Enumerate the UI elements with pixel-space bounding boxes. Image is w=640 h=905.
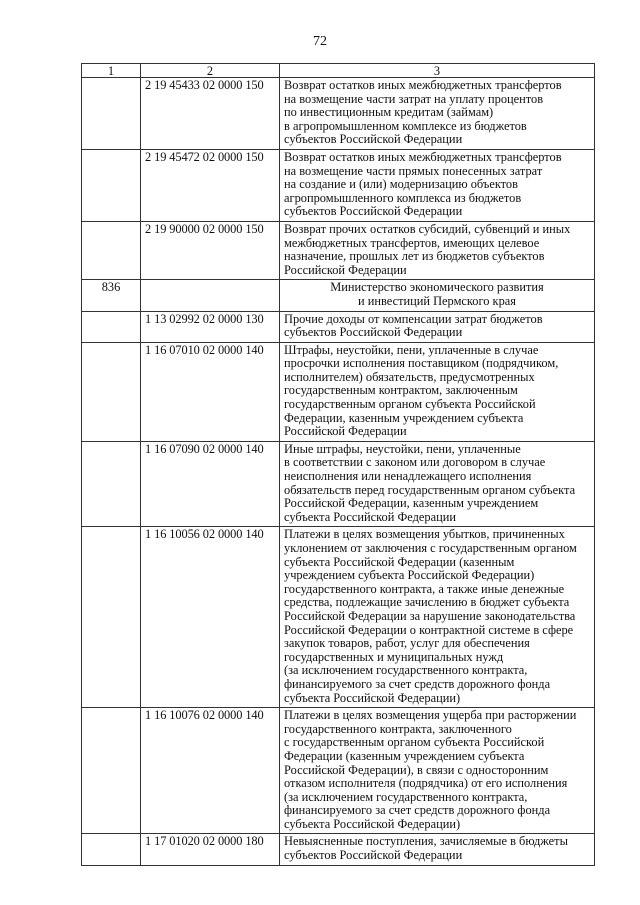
description-line: государственного контракта, заключенного [284,721,512,736]
org-code-cell [82,311,141,342]
description-line: субъектов Российской Федерации [284,132,463,147]
description-line: агропромышленного комплекса из бюджетов [284,190,522,205]
description-line: средства, подлежащие зачислению в бюджет субъекта [284,595,570,610]
org-code-cell: 836 [82,280,141,311]
org-code-cell [82,834,141,865]
description-cell [280,149,595,221]
description-line: субъекта Российской Федерации) [284,816,461,831]
column-header-2: 2 [141,64,280,78]
table-row [82,78,595,150]
description-line: Платежи в целях возмещения убытков, причиненных [284,527,565,542]
description-line: неисполнения или ненадлежащего исполнения [284,469,532,484]
org-code-cell [82,342,141,441]
table-row [82,311,595,342]
description-line: назначение, прошлых лет из бюджетов субъектов [284,249,545,264]
description-line: Российской Федерации [284,424,407,439]
description-line: (за исключением государственного контракта, [284,663,528,678]
description-cell [280,280,595,311]
description-line: Российской Федерации за нарушение законодательства [284,608,576,623]
description-line: государственных и муниципальных нужд [284,649,504,664]
description-cell [280,311,595,342]
table-row [82,527,595,708]
table-row [82,441,595,527]
column-header-1: 1 [82,64,141,78]
description-line: уклонением от заключения с государственным органом [284,541,577,555]
description-line: субъектов Российской Федерации [284,325,463,340]
description-line: закупок товаров, работ, услуг для обеспечения [284,636,530,651]
description-line: на возмещение части прямых понесенных затрат [284,163,543,178]
description-line: с государственным органом субъекта Российской [284,735,545,750]
table-row [82,834,595,865]
description-line: Прочие доходы от компенсации затрат бюджетов [284,311,543,326]
description-cell [280,78,595,150]
description-cell [280,834,595,865]
description-line: учреждением субъекта Российской Федерации) [284,568,535,583]
budget-code-cell: 1 16 07010 02 0000 140 [141,342,280,441]
org-code-cell [82,221,141,279]
description-line: Российской Федерации, казенным учреждением [284,496,539,511]
budget-code-cell: 1 13 02992 02 0000 130 [141,311,280,342]
description-line: Возврат остатков иных межбюджетных трансфертов [284,78,562,92]
org-code-cell [82,527,141,708]
description-line: (за исключением государственного контракта, [284,789,528,804]
budget-code-cell: 2 19 90000 02 0000 150 [141,221,280,279]
org-code-cell [82,78,141,150]
description-line: просрочки исполнения поставщиком (подрядчиком, [284,356,559,371]
description-line: на создание и (или) модернизацию объектов [284,177,518,192]
description-cell [280,221,595,279]
table-row [82,280,595,311]
description-line: Возврат прочих остатков субсидий, субвенций и иных [284,221,571,236]
description-line: Иные штрафы, неустойки, пени, уплаченные [284,441,521,456]
table-header-row [82,64,595,78]
column-header-3: 3 [280,64,595,78]
description-cell [280,527,595,708]
budget-code-cell: 1 17 01020 02 0000 180 [141,834,280,865]
description-line: на возмещение части затрат на уплату процентов [284,91,544,106]
description-line: Штрафы, неустойки, пени, уплаченные в случае [284,342,539,357]
description-line: в агропромышленном комплексе из бюджетов [284,118,527,133]
description-line: субъекта Российской Федерации [284,509,456,524]
description-line: субъектов Российской Федерации [284,848,463,863]
description-line: государственного контракта, а также иные денежные [284,581,565,596]
description-cell [280,441,595,527]
description-line: субъекта Российской Федерации) [284,690,461,705]
description-cell [280,342,595,441]
description-line: и инвестиций Пермского края [358,293,516,308]
org-code-cell [82,149,141,221]
budget-codes-table [81,63,595,866]
description-line: Министерство экономического развития [330,280,544,295]
table-row [82,342,595,441]
org-code-cell [82,708,141,834]
description-line: обязательств перед государственным органом субъекта [284,482,576,497]
description-line: финансируемого за счет средств дорожного фонда [284,676,551,691]
budget-code-cell: 1 16 10076 02 0000 140 [141,708,280,834]
description-line: субъектов Российской Федерации [284,204,463,219]
budget-code-cell: 2 19 45433 02 0000 150 [141,78,280,150]
page-number: 72 [313,34,327,49]
org-code-cell [82,441,141,527]
budget-code-cell: 1 16 10056 02 0000 140 [141,527,280,708]
description-line: субъекта Российской Федерации (казенным [284,554,515,569]
description-line: Федерации, казенным учреждением субъекта [284,410,524,425]
table-row [82,708,595,834]
description-line: Платежи в целях возмещения ущерба при расторжении [284,708,577,723]
description-cell [280,708,595,834]
budget-code-cell: 2 19 45472 02 0000 150 [141,149,280,221]
description-line: Невыясненные поступления, зачисляемые в бюджеты [284,834,568,849]
budget-code-cell: 1 16 07090 02 0000 140 [141,441,280,527]
table-row [82,221,595,279]
description-line: Возврат остатков иных межбюджетных трансфертов [284,149,562,164]
description-line: финансируемого за счет средств дорожного фонда [284,803,551,818]
description-line: Российской Федерации [284,262,407,277]
budget-code-cell [141,280,280,311]
description-line: исполнителем) обязательств, предусмотренных [284,369,535,384]
description-line: в соответствии с законом или договором в случае [284,455,546,470]
description-line: государственным контрактом, заключенным [284,383,518,398]
description-line: по инвестиционным кредитам (займам) [284,105,494,120]
description-line: государственным органом субъекта Российской [284,397,536,412]
table-row [82,149,595,221]
description-line: Российской Федерации о контрактной системе в сфере [284,622,574,637]
description-line: межбюджетных трансфертов, имеющих целевое [284,235,540,250]
description-line: Российской Федерации), в связи с односторонним [284,762,549,777]
description-line: Федерации (казенным учреждением субъекта [284,748,525,763]
description-line: отказом исполнителя (подрядчика) от его исполнения [284,776,568,791]
